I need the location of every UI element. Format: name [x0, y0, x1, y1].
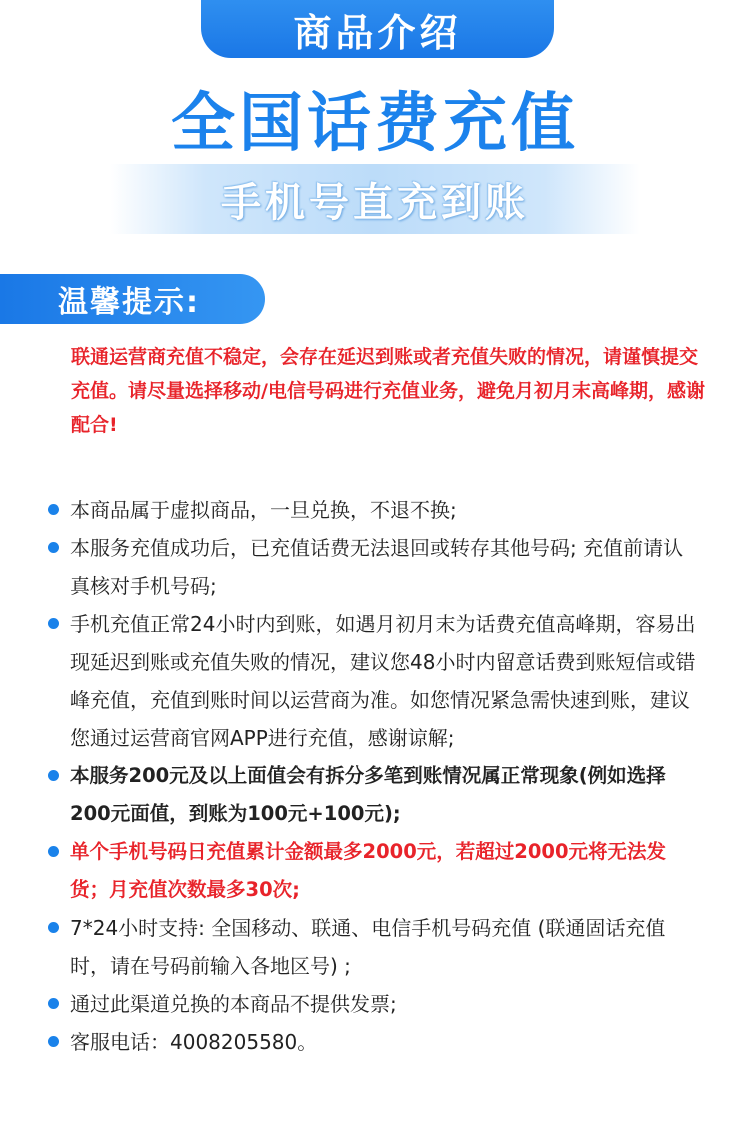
list-item-text: 本商品属于虚拟商品，一旦兑换，不退不换; [70, 498, 457, 522]
list-item [48, 491, 698, 529]
bullet-icon [48, 542, 59, 553]
bullet-icon [48, 504, 59, 515]
list-item-customer-service [48, 1023, 698, 1061]
subtitle: 手机号直充到账 [221, 179, 529, 226]
bullet-icon [48, 1036, 59, 1047]
list-item [48, 909, 698, 985]
list-item-text: 通过此渠道兑换的本商品不提供发票; [70, 992, 397, 1016]
section-tab-product-intro: 商品介绍 [201, 0, 554, 58]
list-item-text: 客服电话：4008205580。 [70, 1030, 318, 1054]
list-item-split-notice [48, 757, 698, 833]
list-item [48, 985, 698, 1023]
bullet-icon [48, 618, 59, 629]
list-item [48, 529, 698, 605]
bullet-icon [48, 998, 59, 1009]
list-item-text: 手机充值正常24小时内到账，如遇月初月末为话费充值高峰期，容易出现延迟到账或充值失败的情况，建议您48小时内留意话费到账短信或错峰充值，充值到账时间以运营商为准。如您情况紧急需快速到账，建议您通过运营商官网APP进行充值，感谢谅解; [70, 612, 696, 750]
list-item-text: 本服务200元及以上面值会有拆分多笔到账情况属正常现象(例如选择200元面值，到账为100元+100元); [70, 764, 666, 825]
list-item-text: 7*24小时支持: 全国移动、联通、电信手机号码充值 (联通固话充值时，请在号码前输入各地区号) ; [70, 916, 666, 978]
page-title: 全国话费充值 [171, 87, 579, 161]
subtitle-banner [110, 164, 640, 234]
tips-heading: 温馨提示: [0, 274, 265, 324]
list-item [48, 605, 698, 757]
bullet-icon [48, 846, 59, 857]
warning-notice: 联通运营商充值不稳定，会存在延迟到账或者充值失败的情况，请谨慎提交充值。请尽量选择移动/电信号码进行充值业务，避免月初月末高峰期，感谢配合! [71, 346, 705, 436]
list-item-text: 本服务充值成功后，已充值话费无法退回或转存其他号码; 充值前请认真核对手机号码; [70, 536, 684, 598]
list-item-limit-notice [48, 833, 698, 909]
bullet-icon [48, 922, 59, 933]
notice-list [48, 491, 698, 1061]
bullet-icon [48, 770, 59, 781]
list-item-text: 单个手机号码日充值累计金额最多2000元，若超过2000元将无法发货；月充值次数最多30次; [70, 840, 667, 901]
